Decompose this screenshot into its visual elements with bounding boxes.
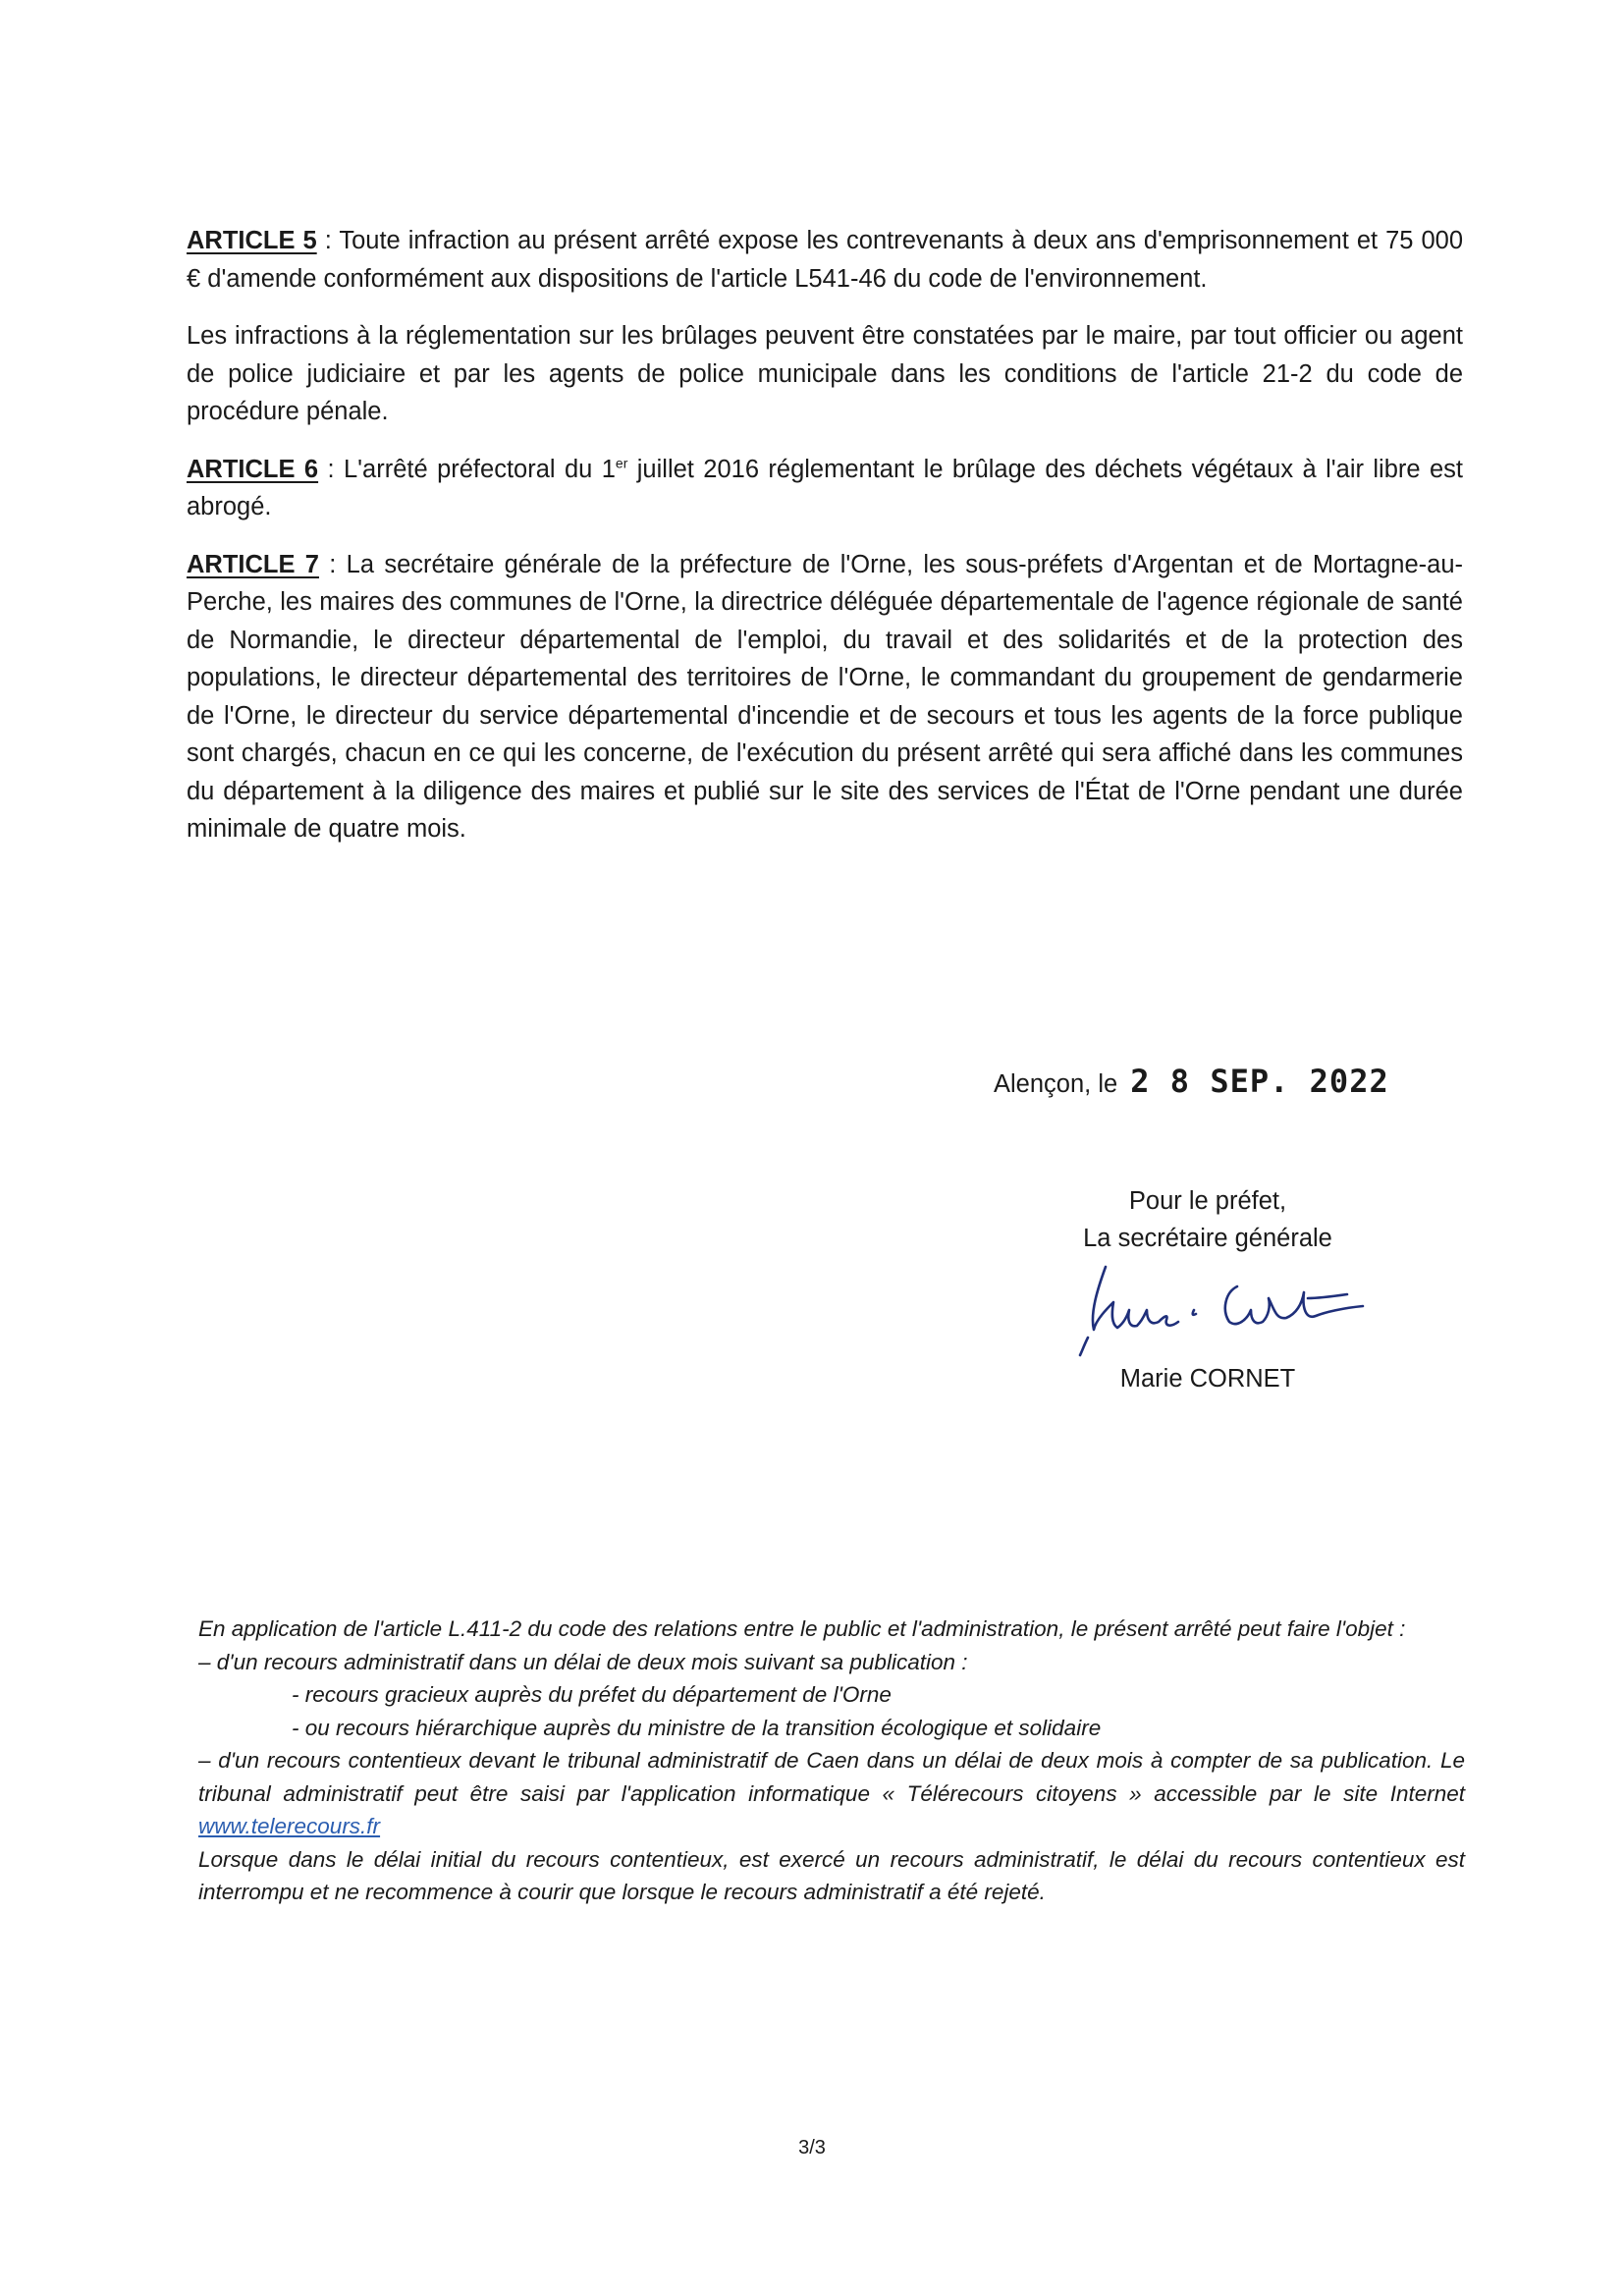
article-5-separator: : [316, 227, 340, 254]
legal-notice-item-1a: - recours gracieux auprès du préfet du département de l'Orne [292, 1682, 892, 1707]
article-5-paragraph [187, 222, 1463, 298]
legal-notice-item-1: – d'un recours administratif dans un délai de deux mois suivant sa publication : [198, 1649, 968, 1674]
article-6-text-before: L'arrêté préfectoral du 1 [344, 455, 616, 483]
signer-name: Marie CORNET [1119, 1365, 1296, 1393]
legal-notice [198, 1613, 1465, 1909]
telerecours-link[interactable]: www.telerecours.fr [198, 1814, 381, 1838]
article-7-label: ARTICLE 7 [187, 550, 319, 578]
date-place: Alençon, le [994, 1070, 1118, 1098]
legal-notice-closing: Lorsque dans le délai initial du recours contentieux, est exercé un recours administratif, le délai du recours contentieux est interrompu et ne recommence à courir que lorsque le recours administratif a été rejeté. [198, 1846, 1465, 1904]
article-5-label: ARTICLE 5 [187, 227, 317, 254]
legal-notice-item-2 [198, 1744, 1465, 1843]
signature-line-1: Pour le préfet, [1128, 1187, 1287, 1215]
date-stamp: 2 8 SEP. 2022 [1130, 1063, 1389, 1100]
handwritten-signature [1068, 1259, 1392, 1357]
article-7-separator: : [318, 550, 347, 578]
signature-line-2: La secrétaire générale [1083, 1225, 1332, 1252]
article-6-text-after: juillet 2016 réglementant le brûlage des déchets végétaux à l'air libre est abrogé. [187, 455, 1463, 520]
article-6-label: ARTICLE 6 [187, 455, 319, 483]
article-6-paragraph [187, 451, 1463, 526]
legal-notice-intro: En application de l'article L.411-2 du code des relations entre le public et l'administration, le présent arrêté peut faire l'objet : [198, 1616, 1406, 1641]
page-number: 3/3 [798, 2137, 826, 2159]
legal-notice-item-1b: - ou recours hiérarchique auprès du ministre de la transition écologique et solidaire [292, 1715, 1102, 1740]
article-7-paragraph [187, 546, 1463, 848]
articles-body [187, 222, 1463, 868]
article-6-separator: : [318, 455, 344, 483]
article-6-superscript: er [615, 455, 628, 470]
article-7-text: La secrétaire générale de la préfecture de l'Orne, les sous-préfets d'Argentan et de Mortagne-au-Perche, les maires des communes de l'Orne, la directrice déléguée départementale de l'agence régionale de santé de Normandie, le directeur départemental de l'emploi, du travail et des solidarités et de la protection des populations, le directeur départemental des territoires de l'Orne, le commandant du groupement de gendarmerie de l'Orne, le directeur du service départemental d'incendie et de secours et tous les agents de la force publique sont chargés, chacun en ce qui les concerne, de l'exécution du présent arrêté qui sera affiché dans les communes du département à la diligence des maires et publié sur le site des services de l'État de l'Orne pendant une durée minimale de quatre mois. [187, 550, 1463, 843]
signature-block [1041, 1182, 1375, 1257]
legal-notice-item-2-text: – d'un recours contentieux devant le tribunal administratif de Caen dans un délai de deux mois à compter de sa publication. Le tribunal administratif peut être saisi par l'application informatique « Télérecours citoyens » accessible par le site Internet [198, 1748, 1465, 1806]
article-5-second-paragraph: Les infractions à la réglementation sur les brûlages peuvent être constatées par le maire, par tout officier ou agent de police judiciaire et par les agents de police municipale dans les conditions de l'article 21-2 du code de procédure pénale. [187, 322, 1463, 425]
date-line [994, 1063, 1389, 1100]
article-5-text: Toute infraction au présent arrêté expose les contrevenants à deux ans d'emprisonnement et 75 000 € d'amende conformément aux dispositions de l'article L541-46 du code de l'environnement. [187, 227, 1464, 293]
